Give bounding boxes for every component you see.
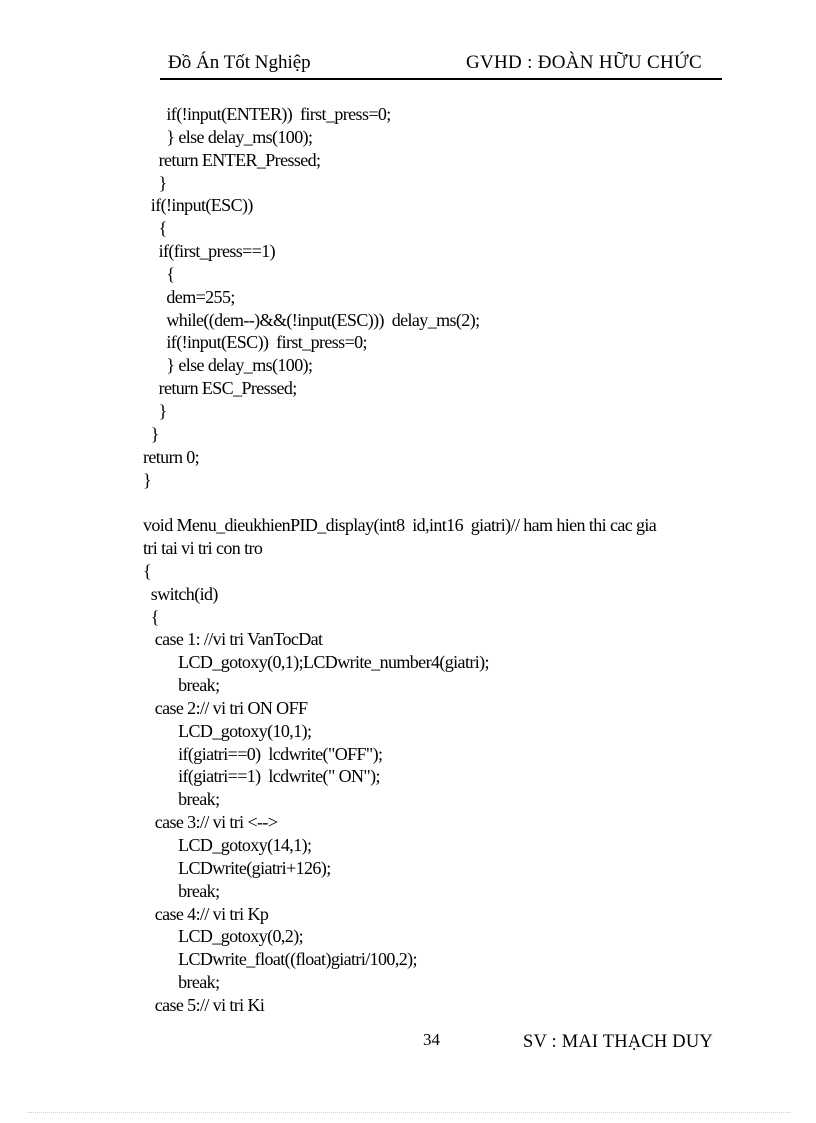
code-line: if(!input(ESC)) [143,195,253,216]
code-line: case 3:// vi tri <--> [143,812,278,833]
code-line: LCD_gotoxy(14,1); [143,835,312,855]
code-line: LCDwrite(giatri+126); [143,857,331,878]
code-line: { [143,560,152,581]
code-line: { [143,218,167,239]
code-line: return 0; [143,446,200,467]
code-line: LCD_gotoxy(10,1); [143,720,312,741]
code-line: { [143,606,159,627]
code-line: case 4:// vi tri Kp [143,903,269,924]
code-line: if(giatri==0) lcdwrite("OFF"); [143,743,383,764]
code-line: } else delay_ms(100); [143,355,313,376]
code-line: break; [143,675,220,696]
code-line: dem=255; [143,286,235,307]
code-line: } [143,469,152,490]
code-line: switch(id) [143,583,218,604]
code-line: } else delay_ms(100); [143,126,313,147]
header-advisor: GVHD : ĐOÀN HỮU CHỨC [465,52,702,73]
code-line: } [143,172,167,193]
code-line: if(first_press==1) [143,241,276,262]
code-line: if(!input(ENTER)) first_press=0; [143,104,391,124]
code-line: LCD_gotoxy(0,2); [143,926,303,947]
code-line: case 5:// vi tri Ki [143,994,265,1015]
code-line [143,491,733,514]
code-line: case 2:// vi tri ON OFF [143,697,308,718]
code-line: tri tai vi tri con tro [143,538,263,559]
code-line: break; [143,972,220,993]
code-line: while((dem--)&&(!input(ESC))) delay_ms(2); [143,309,480,330]
code-line: break; [143,789,220,810]
code-line: } [143,423,159,444]
code-line: case 1: //vi tri VanTocDat [143,629,323,650]
code-line: LCDwrite_float((float)giatri/100,2); [143,949,417,970]
code-line: break; [143,880,220,901]
code-line: LCD_gotoxy(0,1);LCDwrite_number4(giatri); [143,652,489,673]
footer-student: SV : MAI THẠCH DUY [523,1032,713,1052]
page-header [160,52,722,80]
header-title: Đồ Án Tốt Nghiệp [168,52,311,73]
code-line: if(giatri==1) lcdwrite(" ON"); [143,766,380,787]
page-number: 34 [423,1030,440,1049]
code-line: return ESC_Pressed; [143,378,297,399]
code-line: if(!input(ESC)) first_press=0; [143,332,367,353]
code-line: { [143,263,175,284]
code-block [143,103,733,1017]
code-line: void Menu_dieukhienPID_display(int8 id,int16 giatri)// ham hien thi cac gia [143,515,657,536]
code-line: return ENTER_Pressed; [143,149,321,170]
code-line: } [143,400,167,421]
page-bottom-divider [28,1112,790,1113]
